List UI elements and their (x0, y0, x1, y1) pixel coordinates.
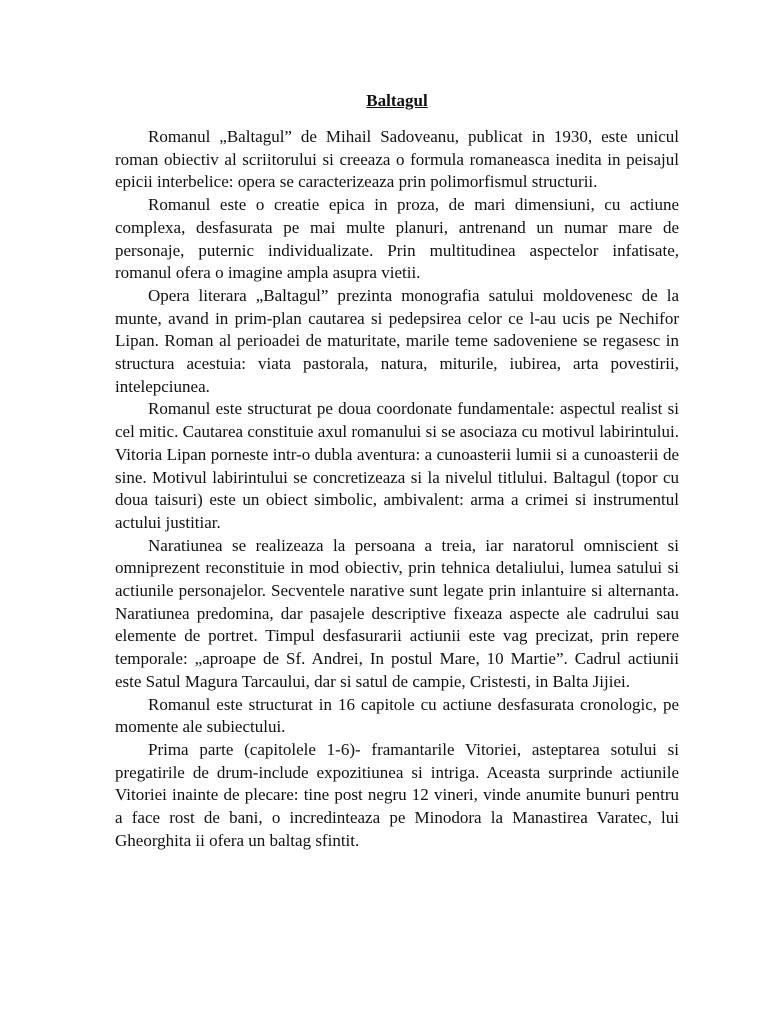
paragraph: Prima parte (capitolele 1-6)- framantarile Vitoriei, asteptarea sotului si pregatirile de drum-include expozitiunea si intriga. Aceasta surprinde actiunile Vitoriei inainte de plecare: tine post negru 12 vineri, vinde anumite bunuri pentru a face rost de bani, o incredinteaza pe Minodora la Manastirea Varatec, lui Gheorghita ii ofera un baltag sfintit. (115, 739, 679, 850)
paragraph: Romanul este structurat pe doua coordonate fundamentale: aspectul realist si cel mitic. Cautarea constituie axul romanului si se asociaza cu motivul labirintului. Vitoria Lipan porneste intr-o dubla aventura: a cunoasterii lumii si a cunoasterii de sine. Motivul labirintului se concretizeaza si la nivelul titlului. Baltagul (topor cu doua taisuri) este un obiect simbolic, ambivalent: arma a crimei si instrumentul actului justitiar. (115, 399, 679, 532)
paragraph: Opera literara „Baltagul” prezinta monografia satului moldovenesc de la munte, avand in prim-plan cautarea si pedepsirea celor ce l-au ucis pe Nechifor Lipan. Roman al perioadei de maturitate, marile teme sadoveniene se regasesc in structura acestuia: viata pastorala, natura, miturile, iubirea, arta povestirii, intelepciunea. (115, 285, 679, 396)
paragraph: Romanul este structurat in 16 capitole cu actiune desfasurata cronologic, pe momente ale subiectului. (115, 694, 679, 737)
paragraph: Naratiunea se realizeaza la persoana a treia, iar naratorul omniscient si omniprezent reconstituie in mod obiectiv, prin tehnica detaliului, lumea satului si actiunile personajelor. Secventele narative sunt legate prin inlantuire si alternanta. Naratiunea predomina, dar pasajele descriptive fixeaza aspecte ale cadrului sau elemente de portret. Timpul desfasurarii actiunii este vag precizat, prin repere temporale: „aproape de Sf. Andrei, In postul Mare, 10 Martie”. Cadrul actiunii este Satul Magura Tarcaului, dar si satul de campie, Cristesti, in Balta Jijiei. (115, 535, 679, 691)
document-page (115, 90, 679, 853)
paragraph: Romanul este o creatie epica in proza, de mari dimensiuni, cu actiune complexa, desfasurata pe mai multe planuri, antrenand un numar mare de personaje, puternic individualizate. Prin multitudinea aspectelor infatisate, romanul ofera o imagine ampla asupra vietii. (115, 195, 679, 283)
paragraph: Romanul „Baltagul” de Mihail Sadoveanu, publicat in 1930, este unicul roman obiectiv al scriitorului si creeaza o formula romaneasca inedita in peisajul epicii interbelice: opera se caracterizeaza prin polimorfismul structurii. (115, 127, 679, 192)
document-title: Baltagul (366, 91, 428, 110)
